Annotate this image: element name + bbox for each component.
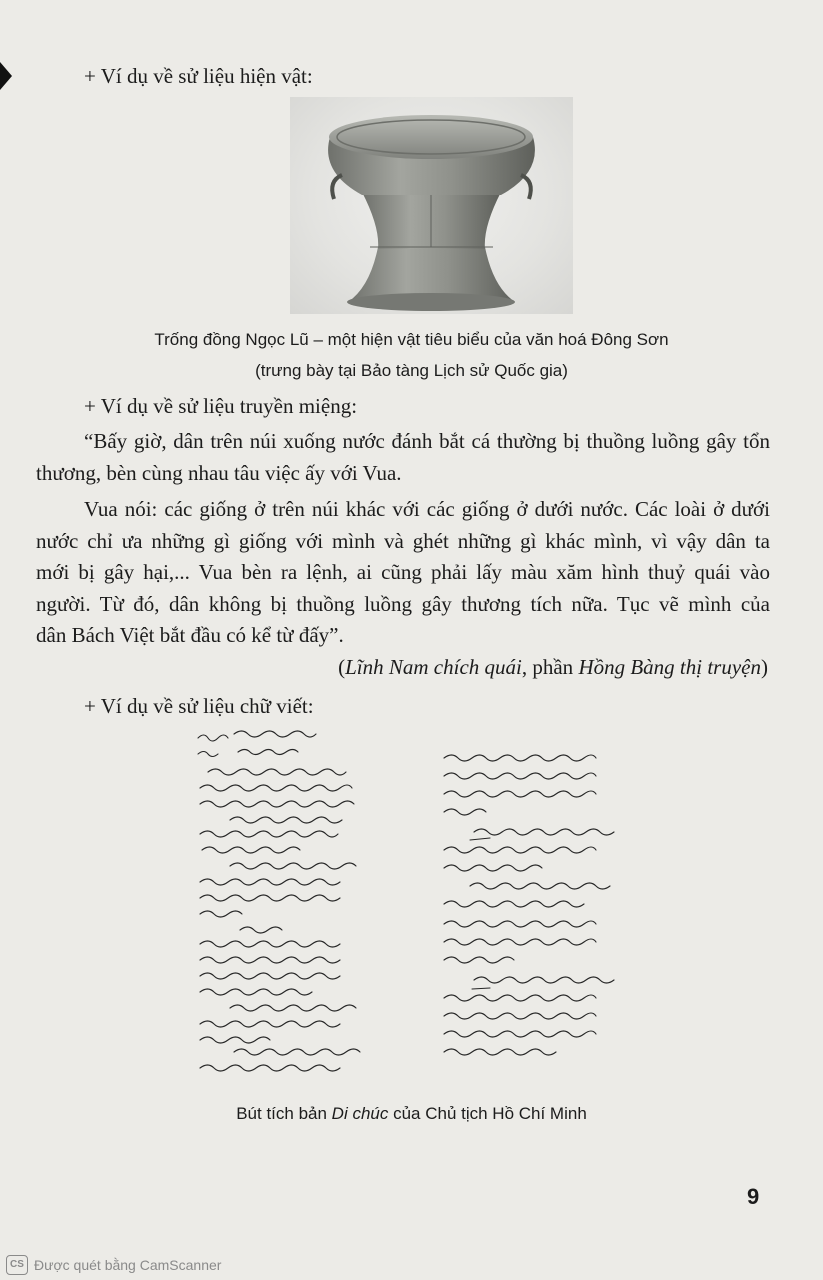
quote-line: “Bấy giờ, dân trên núi xuống nước đánh bắt cá thường bị thuồng luồng gây tổn <box>84 429 770 453</box>
scanner-watermark-text: Được quét bằng CamScanner <box>34 1257 222 1273</box>
quote-line: dân Bách Việt bắt đầu có kể từ đấy”. <box>36 623 344 647</box>
testament-caption: Bút tích bản Di chúc của Chủ tịch Hồ Chí Minh <box>236 1104 587 1123</box>
bronze-drum-photo <box>290 97 573 314</box>
quote-line: Vua nói: các giống ở trên núi khác với các giống ở dưới nước. Các loài ở dưới <box>84 497 770 521</box>
quote-line: thương, bèn cùng nhau tâu việc ấy với Vua. <box>36 460 402 485</box>
page-number: 9 <box>747 1184 760 1209</box>
drum-caption-line2: (trưng bày tại Bảo tàng Lịch sử Quốc gia) <box>255 361 568 380</box>
quote-source: (Lĩnh Nam chích quái, phần Hồng Bàng thị truyện) <box>338 655 768 679</box>
quote-paragraph-1 <box>36 426 770 489</box>
quote-paragraph-2 <box>36 494 770 652</box>
quote-line: người. Từ đó, dân không bị thuồng luồng gây thương tích nữa. Tục vẽ mình của <box>36 591 770 616</box>
bronze-drum-illustration <box>290 97 573 314</box>
heading-written-sources: + Ví dụ về sử liệu chữ viết: <box>84 694 314 718</box>
heading-oral-sources: + Ví dụ về sử liệu truyền miệng: <box>84 394 358 418</box>
handwritten-testament-image <box>190 726 640 1081</box>
drum-caption-line1: Trống đồng Ngọc Lũ – một hiện vật tiêu biểu của văn hoá Đông Sơn <box>154 330 669 349</box>
camscanner-logo-icon: CS <box>6 1255 28 1275</box>
testament-title: Di chúc <box>331 1104 389 1123</box>
quote-line: nước chỉ ưa những gì giống với mình và ghét những gì khác mình, vì vậy dân ta <box>36 528 770 553</box>
scanner-watermark <box>6 1255 221 1275</box>
page-edge-marker <box>0 62 12 90</box>
handwriting-scribbles <box>190 726 640 1081</box>
heading-physical-sources: + Ví dụ về sử liệu hiện vật: <box>84 64 313 88</box>
quote-line: mới bị gây hại,... Vua bèn ra lệnh, ai cũng phải lấy màu xăm hình thuỷ quái vào <box>36 560 770 584</box>
source-title: Lĩnh Nam chích quái <box>345 655 522 679</box>
source-chapter: Hồng Bàng thị truyện <box>578 655 761 679</box>
